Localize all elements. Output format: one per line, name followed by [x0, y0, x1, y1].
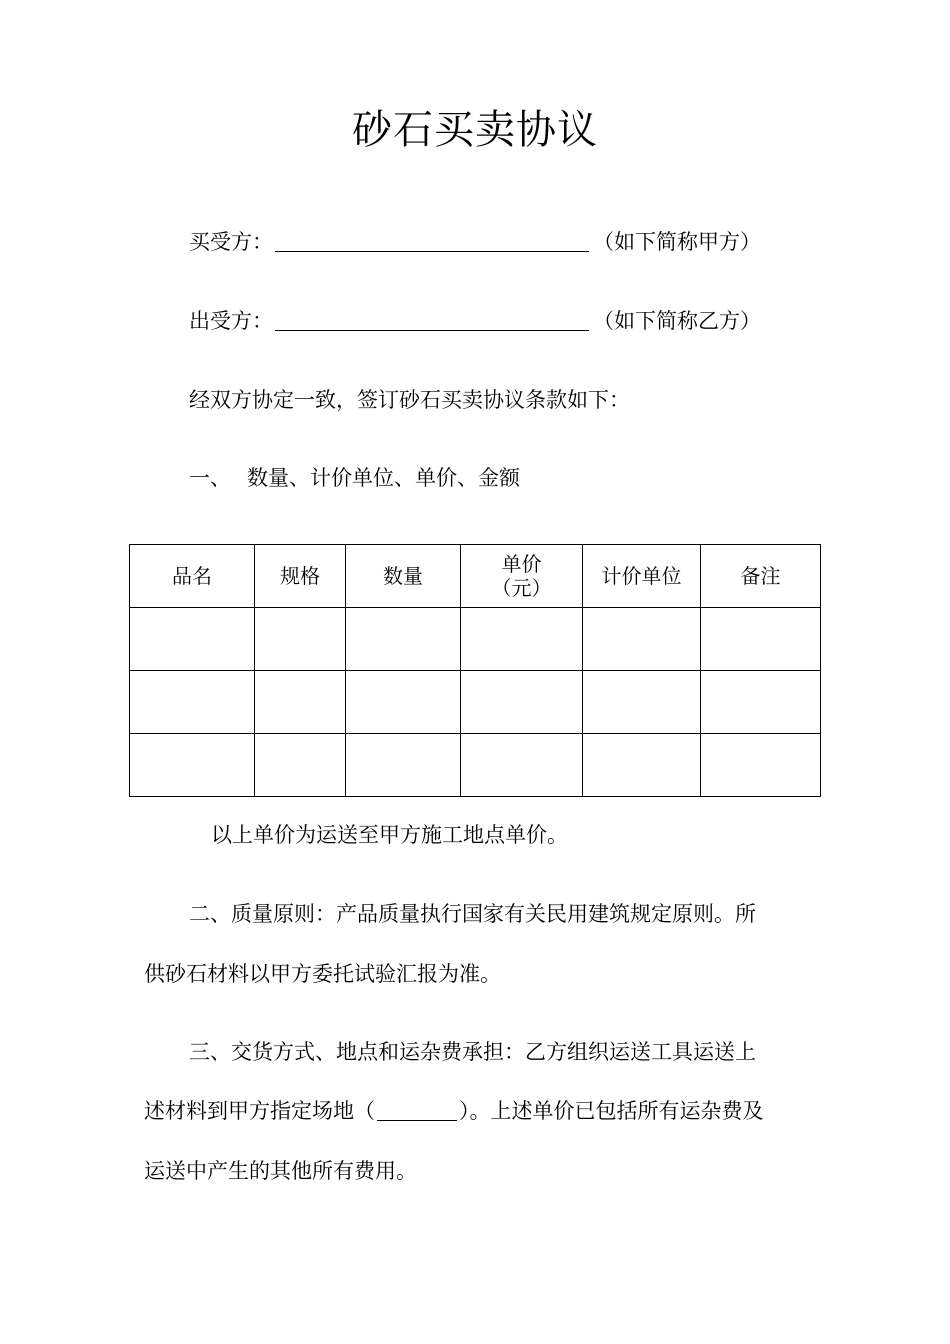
- section1-title: 数量、计价单位、单价、金额: [247, 466, 520, 490]
- table-cell[interactable]: [701, 608, 821, 671]
- table-cell[interactable]: [255, 608, 346, 671]
- table-cell[interactable]: [346, 671, 461, 734]
- section1-number: 一、: [189, 466, 231, 490]
- buyer-name-blank[interactable]: [275, 231, 589, 252]
- section3-line2-end: ）。上述单价已包括所有运杂费及: [459, 1099, 764, 1123]
- seller-label: 出受方：: [189, 309, 273, 333]
- table-cell[interactable]: [130, 608, 255, 671]
- section2-line2: 供砂石材料以甲方委托试验汇报为准。: [144, 962, 501, 986]
- document-title: 砂石买卖协议: [352, 107, 598, 153]
- table-cell[interactable]: [701, 734, 821, 797]
- table-cell[interactable]: [255, 734, 346, 797]
- seller-note: （如下简称乙方）: [593, 309, 761, 333]
- table-cell[interactable]: [255, 671, 346, 734]
- header-unit-price-currency: （元）: [491, 576, 552, 600]
- delivery-site-blank[interactable]: [377, 1100, 457, 1121]
- header-quantity: 数量: [346, 545, 461, 608]
- buyer-line: [189, 228, 761, 256]
- intro-text: 经双方协定一致，签订砂石买卖协议条款如下：: [189, 388, 630, 412]
- table-cell[interactable]: [583, 671, 701, 734]
- header-unit-price-label: 单价: [501, 552, 542, 576]
- header-specification: 规格: [255, 545, 346, 608]
- table-cell[interactable]: [130, 671, 255, 734]
- seller-line: [189, 307, 761, 335]
- section3-line3: 运送中产生的其他所有费用。: [144, 1159, 417, 1183]
- section3-line2: [144, 1097, 764, 1125]
- section1-heading: [189, 464, 520, 492]
- table-cell[interactable]: [346, 608, 461, 671]
- table-row: [130, 671, 821, 734]
- table-cell[interactable]: [583, 608, 701, 671]
- section2-line1: 二、质量原则：产品质量执行国家有关民用建筑规定原则。所: [189, 902, 756, 926]
- table-row: [130, 734, 821, 797]
- table-cell[interactable]: [461, 608, 583, 671]
- table-cell[interactable]: [461, 734, 583, 797]
- header-remarks: 备注: [701, 545, 821, 608]
- section3-line1: 三、交货方式、地点和运杂费承担：乙方组织运送工具运送上: [189, 1040, 756, 1064]
- section3-line2-start: 述材料到甲方指定场地（: [144, 1099, 375, 1123]
- seller-name-blank[interactable]: [275, 310, 589, 331]
- header-product-name: 品名: [130, 545, 255, 608]
- table-row: [130, 608, 821, 671]
- price-table: [129, 544, 821, 797]
- buyer-note: （如下简称甲方）: [593, 230, 761, 254]
- header-unit-price: [461, 545, 583, 608]
- table-header-row: [130, 545, 821, 608]
- table-cell[interactable]: [346, 734, 461, 797]
- price-note: 以上单价为运送至甲方施工地点单价。: [211, 823, 568, 847]
- header-pricing-unit: 计价单位: [583, 545, 701, 608]
- buyer-label: 买受方：: [189, 230, 273, 254]
- table-cell[interactable]: [461, 671, 583, 734]
- table-cell[interactable]: [130, 734, 255, 797]
- table-cell[interactable]: [583, 734, 701, 797]
- table-cell[interactable]: [701, 671, 821, 734]
